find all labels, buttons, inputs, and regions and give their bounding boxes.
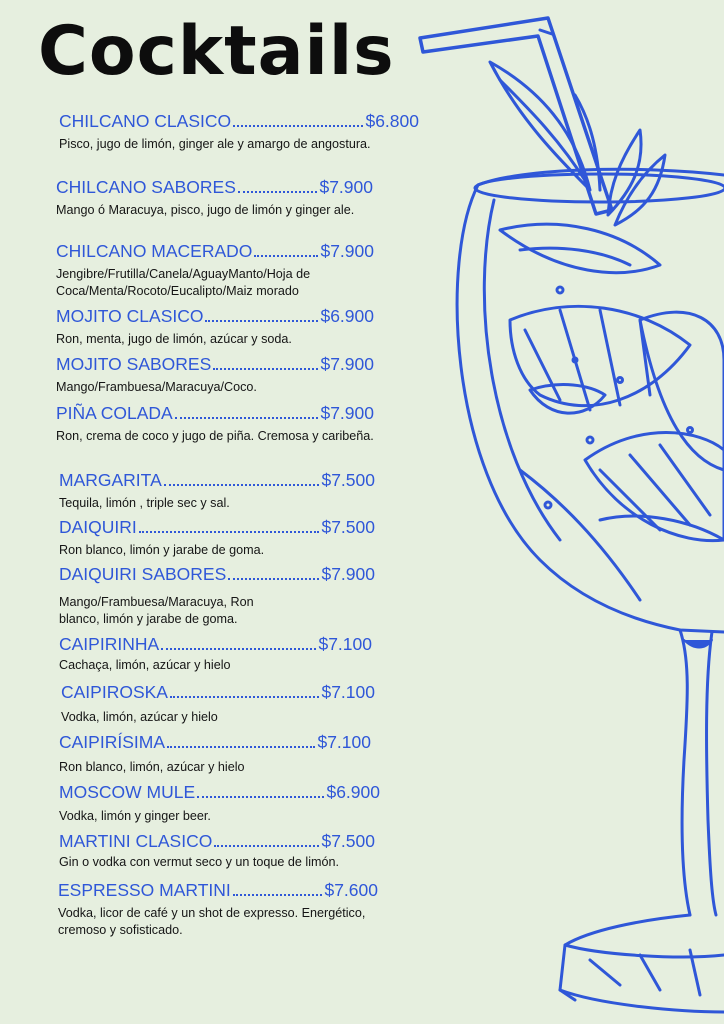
dot-leader xyxy=(175,417,319,419)
dot-leader xyxy=(228,578,319,580)
dot-leader xyxy=(167,746,315,748)
list-item xyxy=(59,782,419,825)
item-price: $7.100 xyxy=(317,732,371,752)
list-item xyxy=(59,517,419,559)
list-item xyxy=(56,177,416,219)
page-title: Cocktails xyxy=(38,12,395,91)
item-price: $7.600 xyxy=(324,880,378,900)
item-name: CHILCANO SABORES xyxy=(56,177,236,197)
item-price: $7.100 xyxy=(318,634,372,654)
dot-leader xyxy=(233,125,363,127)
item-description: Ron blanco, limón y jarabe de goma. xyxy=(59,543,265,557)
list-item xyxy=(59,831,419,871)
item-name: MOSCOW MULE xyxy=(59,782,196,802)
item-name: CAIPIRINHA xyxy=(59,634,160,654)
item-name: ESPRESSO MARTINI xyxy=(58,880,231,900)
item-description: Mango/Frambuesa/Maracuya/Coco. xyxy=(56,380,257,394)
list-item xyxy=(59,470,419,512)
dot-leader xyxy=(238,191,318,193)
item-price: $6.800 xyxy=(365,111,419,131)
list-item xyxy=(56,354,416,396)
item-description: Gin o vodka con vermut seco y un toque de limón. xyxy=(59,855,340,869)
item-name: CHILCANO CLASICO xyxy=(59,111,232,131)
list-item xyxy=(59,111,419,153)
item-name: CAIPIROSKA xyxy=(61,682,168,702)
item-price: $7.900 xyxy=(320,403,374,423)
item-name: CHILCANO MACERADO xyxy=(56,241,253,261)
item-name: PIÑA COLADA xyxy=(56,403,173,423)
item-name: CAIPIRÍSIMA xyxy=(59,732,165,752)
list-item xyxy=(59,564,419,627)
item-description: Jengibre/Frutilla/Canela/AguayManto/Hoja de Coca/Menta/Rocoto/Eucalipto/Maiz morado xyxy=(56,267,311,298)
dot-leader xyxy=(254,255,318,257)
item-name: MOJITO SABORES xyxy=(56,354,212,374)
list-item xyxy=(59,634,419,674)
dot-leader xyxy=(214,845,319,847)
item-name: MARGARITA xyxy=(59,470,162,490)
item-price: $7.500 xyxy=(321,517,375,537)
dot-leader xyxy=(205,320,318,322)
list-item xyxy=(56,241,416,299)
list-item xyxy=(56,403,416,445)
dot-leader xyxy=(170,696,319,698)
item-price: $7.900 xyxy=(319,177,373,197)
item-price: $6.900 xyxy=(326,782,380,802)
item-name: MOJITO CLASICO xyxy=(56,306,204,326)
dot-leader xyxy=(164,484,320,486)
item-description: Ron blanco, limón, azúcar y hielo xyxy=(59,760,245,774)
list-item xyxy=(56,306,416,348)
item-name: MARTINI CLASICO xyxy=(59,831,213,851)
list-item xyxy=(61,682,421,726)
item-price: $7.900 xyxy=(320,354,374,374)
item-price: $7.500 xyxy=(321,470,375,490)
item-price: $6.900 xyxy=(320,306,374,326)
item-description: Vodka, limón y ginger beer. xyxy=(59,809,211,823)
item-description: Vodka, licor de café y un shot de expresso. Energético, cremoso y sofisticado. xyxy=(58,906,366,937)
dot-leader xyxy=(161,648,316,650)
item-name: DAIQUIRI SABORES xyxy=(59,564,227,584)
dot-leader xyxy=(197,796,324,798)
dot-leader xyxy=(213,368,318,370)
item-description: Mango ó Maracuya, pisco, jugo de limón y ginger ale. xyxy=(56,203,355,217)
item-description: Vodka, limón, azúcar y hielo xyxy=(61,710,218,724)
list-item xyxy=(58,880,418,938)
cocktail-glass-icon xyxy=(405,0,724,1024)
item-price: $7.500 xyxy=(321,831,375,851)
item-name: DAIQUIRI xyxy=(59,517,137,537)
list-item xyxy=(59,732,419,776)
item-description: Cachaça, limón, azúcar y hielo xyxy=(59,658,231,672)
item-description: Tequila, limón , triple sec y sal. xyxy=(59,496,230,510)
dot-leader xyxy=(139,531,320,533)
item-price: $7.100 xyxy=(321,682,375,702)
dot-leader xyxy=(233,894,323,896)
item-description: Ron, menta, jugo de limón, azúcar y soda. xyxy=(56,332,292,346)
item-description: Pisco, jugo de limón, ginger ale y amargo de angostura. xyxy=(59,137,371,151)
item-description: Mango/Frambuesa/Maracuya, Ron blanco, limón y jarabe de goma. xyxy=(59,595,254,626)
item-price: $7.900 xyxy=(321,564,375,584)
item-price: $7.900 xyxy=(320,241,374,261)
item-description: Ron, crema de coco y jugo de piña. Cremosa y caribeña. xyxy=(56,429,374,443)
